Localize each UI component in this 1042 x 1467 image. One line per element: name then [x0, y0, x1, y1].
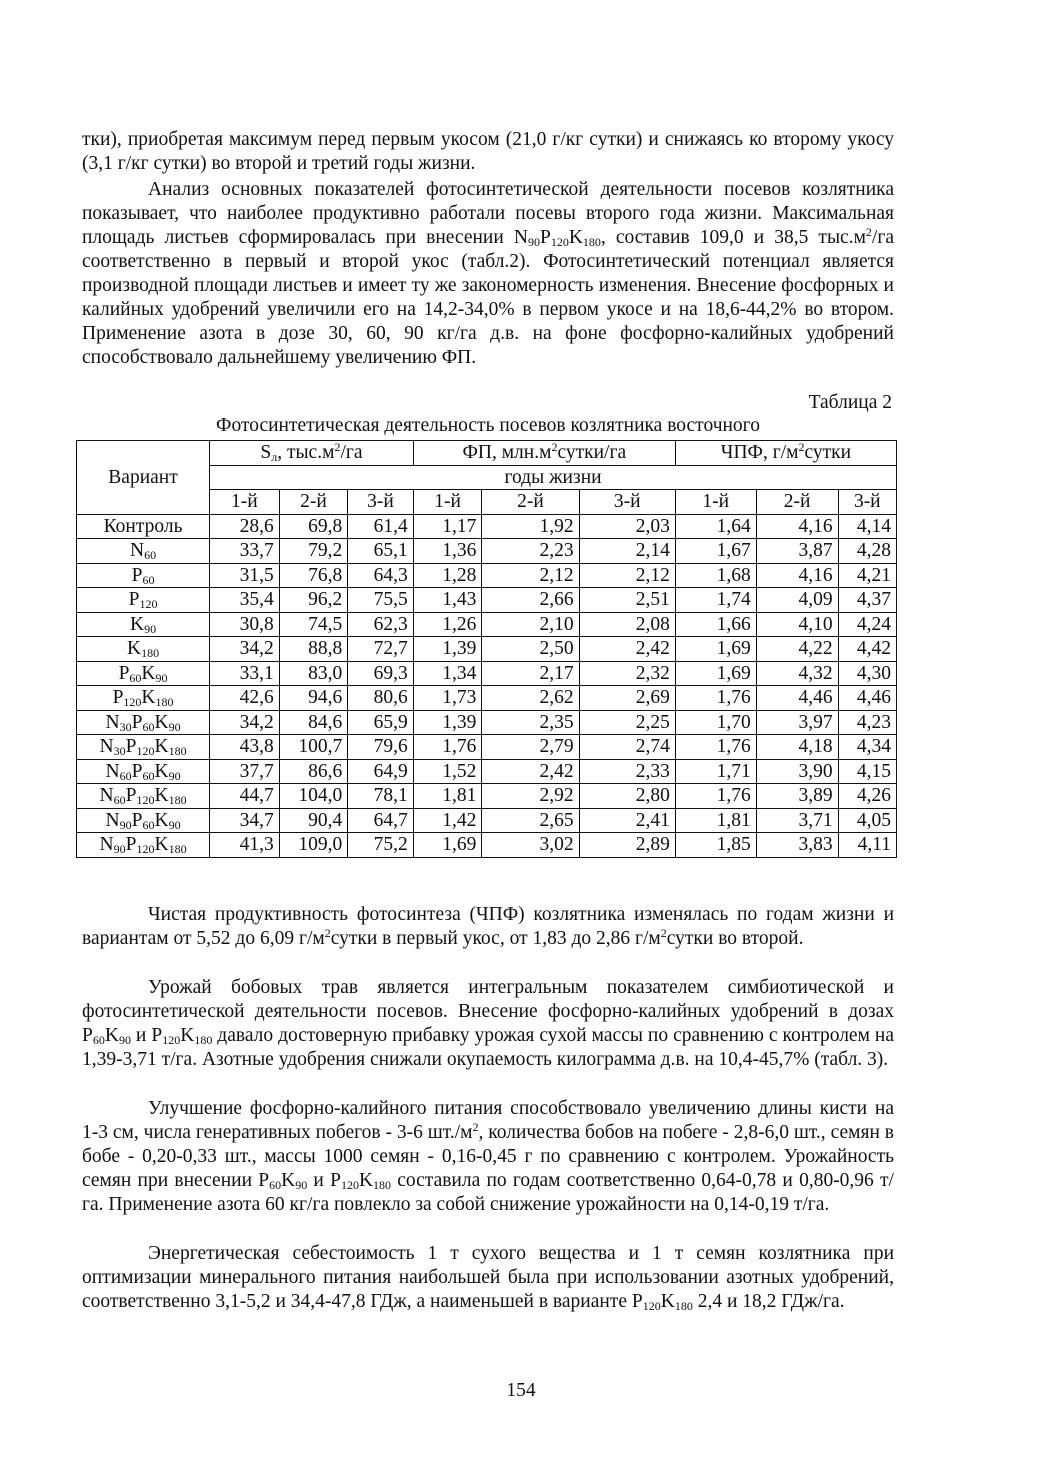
years-header: годы жизни — [210, 465, 897, 490]
yield-text-3: давало достоверную прибавку урожая сухой массы по сравнению с контролем на 1,39-3,71 т/га. Азотные удобрения снижали окупаемость килограмма д.в. на 10,4-45,7% (табл. 3). — [82, 1025, 894, 1070]
value-cell: 3,71 — [756, 808, 838, 833]
sl-header-sub: л — [271, 450, 278, 465]
variant-cell — [77, 539, 210, 564]
formula-element: P — [82, 1025, 93, 1046]
energy-text-1: Энергетическая себестоимость 1 т сухого вещества и 1 т семян козлятника при оптимизации минерального питания наибольшей была при использовании азотных удобрений, соответственно 3,1-5,2 и 34,4-47,8 ГДж, а наименьшей в варианте — [82, 1243, 894, 1312]
value-cell: 74,5 — [279, 612, 348, 637]
value-cell: 3,87 — [756, 539, 838, 564]
superscript-2: 2 — [660, 926, 667, 940]
formula-element: P — [330, 1170, 341, 1191]
value-cell: 1,39 — [413, 710, 482, 735]
value-cell: 2,62 — [482, 686, 579, 711]
value-cell: 2,03 — [579, 514, 675, 539]
value-cell: 1,76 — [413, 735, 482, 760]
value-cell: 4,14 — [838, 514, 896, 539]
formula-p60k90 — [258, 1170, 307, 1191]
year-label: 2-й — [279, 490, 348, 515]
value-cell: 3,90 — [756, 759, 838, 784]
formula-subscript: 180 — [155, 695, 174, 710]
value-cell: 3,89 — [756, 784, 838, 809]
formula-subscript: 90 — [119, 817, 132, 832]
value-cell: 1,39 — [413, 637, 482, 662]
formula-subscript: 120 — [642, 1299, 661, 1313]
formula-subscript: 180 — [141, 646, 160, 661]
analysis-text-3: /га соответственно в первый и второй укос (табл.2). Фотосинтетический потенциал является производной площади листьев и имеет ту же закономерность изменения. Внесение фосфорных и калийных удобрений увеличили его на 14,2-34,0% в первом укосе и на 18,6-44,2% во втором. Применение азота в дозе 30, 60, 90 кг/га д.в. на фоне фосфорно-калийных удобрений способствовало дальнейшему увеличению ФП. — [82, 227, 894, 368]
value-cell: 1,74 — [675, 588, 756, 613]
variant-cell — [77, 563, 210, 588]
year-label: 3-й — [579, 490, 675, 515]
value-cell: 3,97 — [756, 710, 838, 735]
formula-element: N — [129, 540, 145, 562]
superscript-2: 2 — [472, 1120, 479, 1134]
variant-cell — [77, 637, 210, 662]
photosynthesis-table — [76, 440, 897, 858]
formula-subscript: 120 — [550, 235, 569, 249]
value-cell: 4,11 — [838, 833, 896, 858]
yield-text-2: и — [130, 1025, 152, 1046]
fp-header-sup: 2 — [551, 440, 558, 455]
value-cell: 2,41 — [579, 808, 675, 833]
value-cell: 37,7 — [210, 759, 280, 784]
value-cell: 79,2 — [279, 539, 348, 564]
value-cell: 1,64 — [675, 514, 756, 539]
formula-subscript: 180 — [582, 235, 601, 249]
formula-subscript: 90 — [113, 842, 126, 857]
energy-text-2: 2,4 и 18,2 ГДж/га. — [692, 1291, 845, 1312]
value-cell: 64,3 — [348, 563, 414, 588]
table-row — [77, 588, 897, 613]
table-row — [77, 661, 897, 686]
formula-element: P — [125, 785, 137, 807]
variant-cell — [77, 735, 210, 760]
value-cell: 1,76 — [675, 784, 756, 809]
value-cell: 34,2 — [210, 710, 280, 735]
formula-subscript: 180 — [194, 1033, 213, 1047]
value-cell: 84,6 — [279, 710, 348, 735]
year-label: 1-й — [413, 490, 482, 515]
formula-element: P — [258, 1170, 270, 1191]
value-cell: 4,32 — [756, 661, 838, 686]
formula-subscript: 60 — [119, 768, 132, 783]
variant-cell — [77, 612, 210, 637]
variant-cell — [77, 784, 210, 809]
value-cell: 1,43 — [413, 588, 482, 613]
formula-element: K — [141, 662, 156, 684]
formula-element: K — [568, 227, 583, 248]
value-cell: 4,26 — [838, 784, 896, 809]
formula-element: P — [125, 736, 137, 758]
formula-p60k90 — [82, 1025, 131, 1046]
value-cell: 1,26 — [413, 612, 482, 637]
value-cell: 86,6 — [279, 759, 348, 784]
value-cell: 69,3 — [348, 661, 414, 686]
formula-element: P — [131, 760, 143, 782]
table-title: Фотосинтетическая деятельность посевов козлятника восточного — [216, 415, 760, 436]
value-cell: 1,67 — [675, 539, 756, 564]
page-number: 154 — [506, 1380, 536, 1401]
value-cell: 64,7 — [348, 808, 414, 833]
formula-element: K — [180, 1025, 195, 1046]
value-cell: 2,12 — [579, 563, 675, 588]
value-cell: 90,4 — [279, 808, 348, 833]
formula-element: N — [99, 736, 114, 758]
value-cell: 35,4 — [210, 588, 280, 613]
formula-p120k180 — [151, 1025, 212, 1046]
formula-subscript: 120 — [340, 1178, 359, 1192]
formula-subscript: 60 — [92, 1033, 105, 1047]
analysis-text-1: Анализ основных показателей фотосинтетической деятельности посевов козлятника показывает, что наиболее продуктивно работали посевы второго года жизни. Максимальная площадь листьев сформировалась при внесении — [82, 179, 894, 248]
formula-element: K — [129, 613, 145, 635]
formula-p120k180 — [632, 1291, 693, 1312]
paragraph-intro — [82, 128, 894, 176]
paragraph-yield — [82, 976, 894, 1072]
value-cell: 1,69 — [413, 833, 482, 858]
formula-subscript: 60 — [144, 548, 157, 563]
value-cell: 4,28 — [838, 539, 896, 564]
year-label: 2-й — [756, 490, 838, 515]
formula-element: K — [154, 834, 169, 856]
formula-element: P — [539, 227, 551, 248]
value-cell: 2,89 — [579, 833, 675, 858]
formula-subscript: 60 — [142, 768, 155, 783]
table-row — [77, 563, 897, 588]
value-cell: 94,6 — [279, 686, 348, 711]
table-row — [77, 808, 897, 833]
value-cell: 4,21 — [838, 563, 896, 588]
value-cell: 2,10 — [482, 612, 579, 637]
formula-subscript: 180 — [168, 744, 187, 759]
value-cell: 2,79 — [482, 735, 579, 760]
formula-subscript: 90 — [168, 719, 181, 734]
value-cell: 80,6 — [348, 686, 414, 711]
value-cell: 96,2 — [279, 588, 348, 613]
formula-element: N — [105, 760, 120, 782]
value-cell: 33,1 — [210, 661, 280, 686]
value-cell: 44,7 — [210, 784, 280, 809]
value-cell: 1,42 — [413, 808, 482, 833]
formula-element: K — [358, 1170, 374, 1191]
value-cell: 4,22 — [756, 637, 838, 662]
yield-text-1: Урожай бобовых трав является интегральным показателем симбиотической и фотосинтетической деятельности посевов. Внесение фосфорно-калийных удобрений в дозах — [82, 977, 894, 1022]
value-cell: 1,52 — [413, 759, 482, 784]
chpf-header-2: сутки — [804, 442, 852, 464]
value-cell: 1,28 — [413, 563, 482, 588]
table-row — [77, 784, 897, 809]
formula-subscript: 90 — [168, 817, 181, 832]
value-cell: 69,8 — [279, 514, 348, 539]
formula-element: P — [128, 589, 140, 611]
formula-subscript: 120 — [139, 597, 158, 612]
value-cell: 2,12 — [482, 563, 579, 588]
value-cell: 2,80 — [579, 784, 675, 809]
formula-element: N — [99, 785, 114, 807]
value-cell: 1,76 — [675, 686, 756, 711]
year-label: 2-й — [482, 490, 579, 515]
value-cell: 1,71 — [675, 759, 756, 784]
sl-header — [210, 441, 414, 466]
formula-subscript: 120 — [123, 695, 142, 710]
value-cell: 2,35 — [482, 710, 579, 735]
value-cell: 2,51 — [579, 588, 675, 613]
value-cell: 4,23 — [838, 710, 896, 735]
table-row — [77, 710, 897, 735]
chpf-text-2: сутки в первый укос, от 1,83 до 2,86 г/м — [330, 928, 661, 949]
formula-p120k180 — [330, 1170, 391, 1191]
fp-header-1: ФП, млн.м — [462, 442, 552, 464]
value-cell: 1,81 — [675, 808, 756, 833]
table-row — [77, 612, 897, 637]
variant-cell — [77, 588, 210, 613]
formula-element: K — [281, 1170, 296, 1191]
value-cell: 4,37 — [838, 588, 896, 613]
sl-header-s: S — [260, 442, 272, 464]
value-cell: 2,92 — [482, 784, 579, 809]
value-cell: 2,17 — [482, 661, 579, 686]
variant-cell — [77, 661, 210, 686]
formula-subscript: 180 — [168, 842, 187, 857]
formula-subscript: 30 — [119, 719, 132, 734]
value-cell: 1,73 — [413, 686, 482, 711]
formula-element: N — [513, 227, 528, 248]
formula-element: P — [151, 1025, 163, 1046]
formula-element: N — [99, 834, 114, 856]
superscript-2: 2 — [324, 926, 331, 940]
formula-subscript: 90 — [118, 1033, 131, 1047]
table-row — [77, 637, 897, 662]
formula-element: P — [131, 711, 143, 733]
value-cell: 3,83 — [756, 833, 838, 858]
value-cell: 34,7 — [210, 808, 280, 833]
value-cell: 1,85 — [675, 833, 756, 858]
value-cell: 43,8 — [210, 735, 280, 760]
value-cell: 4,15 — [838, 759, 896, 784]
formula-element: P — [131, 809, 143, 831]
formula-subscript: 60 — [142, 572, 155, 587]
improvement-text-1: Улучшение фосфорно-калийного питания способствовало увеличению длины кисти на 1-3 см, числа генеративных побегов - 3-6 шт./м — [82, 1098, 894, 1143]
value-cell: 2,66 — [482, 588, 579, 613]
formula-subscript: 180 — [373, 1178, 392, 1192]
value-cell: 100,7 — [279, 735, 348, 760]
value-cell: 1,66 — [675, 612, 756, 637]
chpf-header-sup: 2 — [798, 440, 805, 455]
improvement-text-4: составила по годам соответственно 0,64-0,78 и 0,80-0,96 т/га. Применение азота 60 кг/га повлекло за собой снижение урожайности на 0,14-0,19 т/га. — [82, 1170, 894, 1215]
paragraph-energy — [82, 1242, 894, 1314]
improvement-text-3: и — [307, 1170, 331, 1191]
value-cell: 4,46 — [756, 686, 838, 711]
formula-subscript: 60 — [142, 817, 155, 832]
formula-n90p120k180 — [514, 227, 601, 248]
formula-subscript: 90 — [295, 1178, 308, 1192]
formula-element: K — [154, 711, 169, 733]
value-cell: 2,14 — [579, 539, 675, 564]
formula-subscript: 30 — [113, 744, 126, 759]
formula-subscript: 120 — [162, 1033, 181, 1047]
value-cell: 2,65 — [482, 808, 579, 833]
variant-cell — [77, 808, 210, 833]
value-cell: 4,16 — [756, 563, 838, 588]
value-cell: 104,0 — [279, 784, 348, 809]
superscript-2: 2 — [865, 225, 872, 239]
formula-element: P — [118, 662, 130, 684]
value-cell: 83,0 — [279, 661, 348, 686]
value-cell: 42,6 — [210, 686, 280, 711]
value-cell: 2,23 — [482, 539, 579, 564]
value-cell: 1,17 — [413, 514, 482, 539]
variant-cell — [77, 759, 210, 784]
sl-header-unit1: , тыс.м — [277, 442, 335, 464]
value-cell: 78,1 — [348, 784, 414, 809]
formula-subscript: 60 — [142, 719, 155, 734]
value-cell: 2,32 — [579, 661, 675, 686]
formula-subscript: 120 — [136, 842, 155, 857]
paragraph-intro-text: тки), приобретая максимум перед первым укосом (21,0 г/кг сутки) и снижаясь ко второму укосу (3,1 г/кг сутки) во второй и третий годы жизни. — [82, 129, 894, 174]
value-cell: 1,69 — [675, 661, 756, 686]
value-cell: 33,7 — [210, 539, 280, 564]
value-cell: 31,5 — [210, 563, 280, 588]
value-cell: 1,69 — [675, 637, 756, 662]
table-row — [77, 686, 897, 711]
paragraph-improvement — [82, 1097, 894, 1217]
value-cell: 65,9 — [348, 710, 414, 735]
formula-subscript: 60 — [129, 670, 142, 685]
value-cell: 1,70 — [675, 710, 756, 735]
variant-cell — [77, 710, 210, 735]
value-cell: 41,3 — [210, 833, 280, 858]
value-cell: 62,3 — [348, 612, 414, 637]
value-cell: 4,46 — [838, 686, 896, 711]
formula-element: K — [104, 1025, 119, 1046]
improvement-text-2: , количества бобов на побеге - 2,8-6,0 шт., семян в бобе - 0,20-0,33 шт., массы 1000 семян - 0,16-0,45 г по сравнению с контролем. Урожайность семян при внесении — [82, 1122, 894, 1191]
table-row — [77, 539, 897, 564]
table-row — [77, 735, 897, 760]
table-label: Таблица 2 — [808, 392, 892, 413]
value-cell: 1,68 — [675, 563, 756, 588]
formula-subscript: 90 — [168, 768, 181, 783]
year-label: 3-й — [838, 490, 896, 515]
sl-header-sup: 2 — [334, 440, 341, 455]
formula-subscript: 90 — [527, 235, 540, 249]
value-cell: 1,92 — [482, 514, 579, 539]
formula-element: P — [125, 834, 137, 856]
chpf-text-1: Чистая продуктивность фотосинтеза (ЧПФ) козлятника изменялась по годам жизни и вариантам от 5,52 до 6,09 г/м — [82, 904, 894, 949]
formula-subscript: 90 — [155, 670, 168, 685]
table-row — [77, 833, 897, 858]
value-cell: 28,6 — [210, 514, 280, 539]
value-cell: 4,42 — [838, 637, 896, 662]
year-label: 3-й — [348, 490, 414, 515]
formula-element: P — [631, 1291, 643, 1312]
variant-cell — [77, 514, 210, 539]
formula-subscript: 120 — [136, 744, 155, 759]
variant-cell — [77, 686, 210, 711]
table-row — [77, 514, 897, 539]
value-cell: 4,24 — [838, 612, 896, 637]
value-cell: 75,5 — [348, 588, 414, 613]
value-cell: 3,02 — [482, 833, 579, 858]
value-cell: 4,18 — [756, 735, 838, 760]
formula-element: P — [131, 564, 143, 586]
formula-subscript: 60 — [269, 1178, 282, 1192]
formula-element: K — [154, 736, 169, 758]
value-cell: 65,1 — [348, 539, 414, 564]
formula-element: K — [660, 1291, 675, 1312]
formula-subscript: 120 — [136, 793, 155, 808]
value-cell: 1,76 — [675, 735, 756, 760]
value-cell: 30,8 — [210, 612, 280, 637]
value-cell: 1,81 — [413, 784, 482, 809]
variant-cell — [77, 833, 210, 858]
value-cell: 2,42 — [482, 759, 579, 784]
formula-subscript: 60 — [113, 793, 126, 808]
chpf-text-3: сутки во второй. — [666, 928, 804, 949]
value-cell: 61,4 — [348, 514, 414, 539]
value-cell: 4,16 — [756, 514, 838, 539]
sl-header-unit2: /га — [340, 442, 363, 464]
formula-subscript: 180 — [674, 1299, 693, 1313]
value-cell: 2,42 — [579, 637, 675, 662]
value-cell: 4,30 — [838, 661, 896, 686]
formula-element: N — [105, 809, 120, 831]
formula-element: P — [112, 687, 124, 709]
chpf-header-1: ЧПФ, г/м — [720, 442, 799, 464]
year-label: 1-й — [675, 490, 756, 515]
value-cell: 2,08 — [579, 612, 675, 637]
value-cell: 75,2 — [348, 833, 414, 858]
value-cell: 4,34 — [838, 735, 896, 760]
chpf-header — [675, 441, 896, 466]
formula-element: K — [154, 760, 169, 782]
fp-header — [413, 441, 675, 466]
value-cell: 34,2 — [210, 637, 280, 662]
value-cell: 88,8 — [279, 637, 348, 662]
value-cell: 2,50 — [482, 637, 579, 662]
paragraph-analysis — [82, 178, 894, 370]
value-cell: 4,09 — [756, 588, 838, 613]
table-row — [77, 759, 897, 784]
formula-element: K — [141, 687, 156, 709]
value-cell: 2,69 — [579, 686, 675, 711]
value-cell: 4,05 — [838, 808, 896, 833]
table-body — [77, 514, 897, 857]
value-cell: 1,36 — [413, 539, 482, 564]
value-cell: 1,34 — [413, 661, 482, 686]
paragraph-chpf — [82, 903, 894, 951]
formula-element: K — [126, 638, 142, 660]
formula-subscript: 90 — [144, 621, 157, 636]
analysis-text-2: , составив 109,0 и 38,5 тыс.м — [600, 227, 866, 248]
value-cell: 2,33 — [579, 759, 675, 784]
value-cell: 4,10 — [756, 612, 838, 637]
formula-element: N — [105, 711, 120, 733]
fp-header-2: сутки/га — [557, 442, 627, 464]
year-label: 1-й — [210, 490, 280, 515]
value-cell: 72,7 — [348, 637, 414, 662]
value-cell: 76,8 — [279, 563, 348, 588]
formula-subscript: 180 — [168, 793, 187, 808]
variant-header: Вариант — [77, 441, 210, 515]
value-cell: 64,9 — [348, 759, 414, 784]
value-cell: 109,0 — [279, 833, 348, 858]
value-cell: 79,6 — [348, 735, 414, 760]
formula-element: Контроль — [103, 515, 183, 537]
formula-element: K — [154, 785, 169, 807]
formula-element: K — [154, 809, 169, 831]
value-cell: 2,25 — [579, 710, 675, 735]
value-cell: 2,74 — [579, 735, 675, 760]
